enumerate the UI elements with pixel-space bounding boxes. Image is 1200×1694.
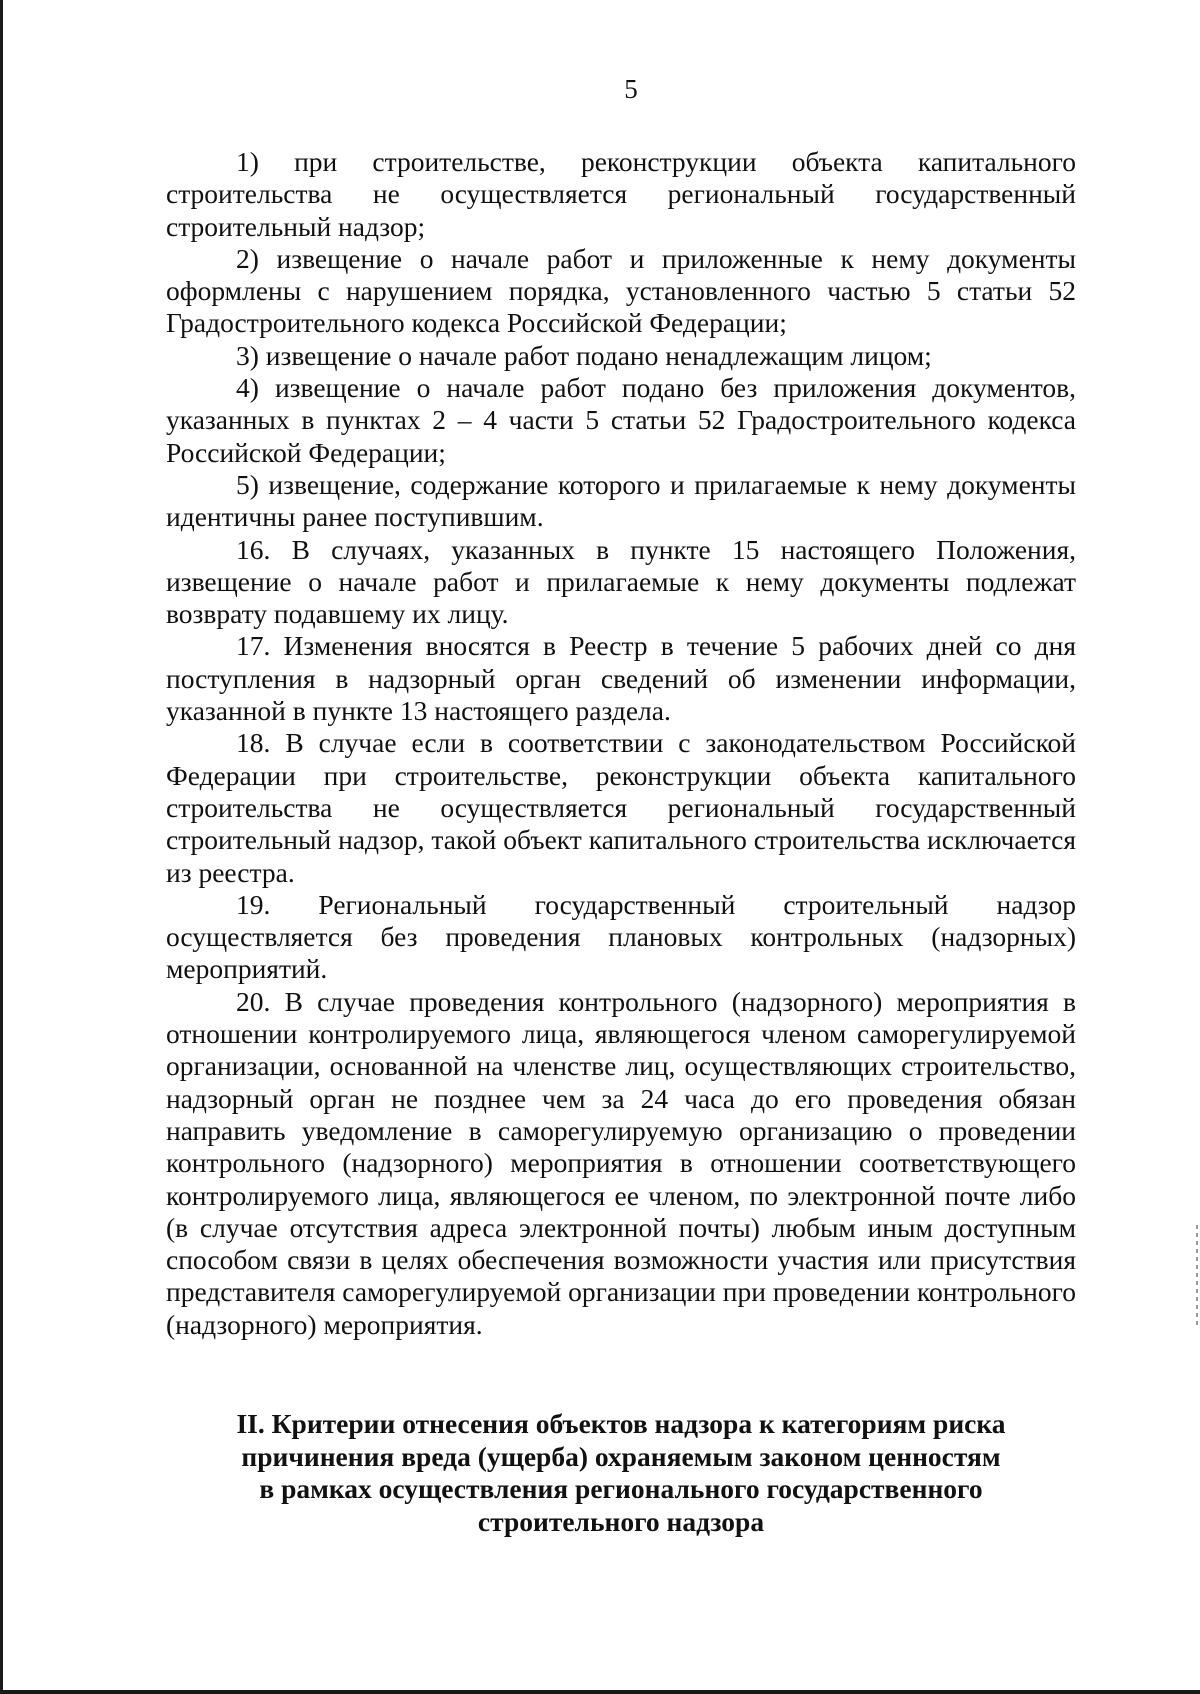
page-number: 5 bbox=[624, 74, 638, 104]
paragraph-item-4: 4) извещение о начале работ подано без приложения документов, указанных в пунктах 2 – 4 части 5 статьи 52 Градостроительного кодекса Российской Федерации; bbox=[166, 372, 1076, 468]
scan-artifact-right bbox=[1196, 1225, 1198, 1325]
paragraph-clause-16: 16. В случаях, указанных в пункте 15 настоящего Положения, извещение о начале работ и прилагаемые к нему документы подлежат возврату подавшему их лицу. bbox=[166, 533, 1076, 630]
paragraph-clause-19: 19. Региональный государственный строительный надзор осуществляется без проведения плановых контрольных (надзорных) мероприятий. bbox=[166, 888, 1076, 985]
paragraph-clause-20: 20. В случае проведения контрольного (надзорного) мероприятия в отношении контролируемого лица, являющегося членом саморегулируемой организации, основанной на членстве лиц, осуществляющих строительство, надзорный орган не позднее чем за 24 часа до его проведения обязан направить уведомление в саморегулируемую организацию о проведении контрольного (надзорного) мероприятия в отношении соответствующего контролируемого лица, являющегося ее членом, по электронной почте либо (в случае отсутствия адреса электронной почты) любым иным доступным способом связи в целях обеспечения возможности участия или присутствия представителя саморегулируемой организации при проведении контрольного (надзорного) мероприятия. bbox=[166, 985, 1076, 1340]
paragraph-item-2: 2) извещение о начале работ и приложенные к нему документы оформлены с нарушением порядка, установленного частью 5 статьи 52 Градостроительного кодекса Российской Федерации; bbox=[166, 242, 1076, 339]
body-text bbox=[166, 146, 1076, 1341]
section-heading-line: в рамках осуществления регионального государственного bbox=[259, 1473, 983, 1504]
paragraph-item-5: 5) извещение, содержание которого и прилагаемые к нему документы идентичны ранее поступившим. bbox=[166, 468, 1076, 533]
section-heading-line: строительного надзора bbox=[477, 1505, 765, 1537]
paragraph-clause-18: 18. В случае если в соответствии с законодательством Российской Федерации при строительстве, реконструкции объекта капитального строительства не осуществляется региональный государственный строительный надзор, такой объект капитального строительства исключается из реестра. bbox=[166, 727, 1076, 888]
paragraph-item-3: 3) извещение о начале работ подано ненадлежащим лицом; bbox=[236, 339, 932, 371]
section-heading-line: II. Критерии отнесения объектов надзора к категориям риска bbox=[236, 1408, 1006, 1439]
paragraph-clause-17: 17. Изменения вносятся в Реестр в течение 5 рабочих дней со дня поступления в надзорный орган сведений об изменении информации, указанной в пункте 13 настоящего раздела. bbox=[166, 630, 1076, 727]
paragraph-item-1: 1) при строительстве, реконструкции объекта капитального строительства не осуществляется региональный государственный строительный надзор; bbox=[166, 146, 1076, 242]
scan-border-bottom bbox=[0, 1690, 1200, 1694]
section-heading bbox=[196, 1408, 1046, 1538]
scan-border-left bbox=[0, 0, 3, 1694]
section-heading-line: причинения вреда (ущерба) охраняемым законом ценностям bbox=[241, 1440, 1001, 1472]
